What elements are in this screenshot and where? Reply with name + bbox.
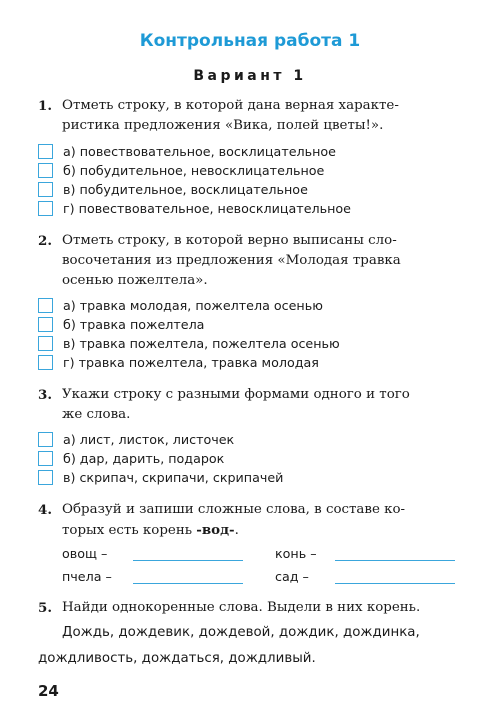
root-highlight: -вод- xyxy=(196,522,235,538)
answer-checkbox[interactable] xyxy=(38,201,53,216)
page-number: 24 xyxy=(38,682,59,700)
option-label: б) травка пожелтела xyxy=(63,317,205,332)
answer-checkbox[interactable] xyxy=(38,163,53,178)
question-number: 5. xyxy=(38,600,52,616)
option-label: а) повествовательное, восклицательное xyxy=(63,144,336,159)
question-text-line: Найди однокоренные слова. Выдели в них корень. xyxy=(62,600,421,615)
question-text-line: ристика предложения «Вика, полей цветы!». xyxy=(62,118,384,133)
question-text-fragment: . xyxy=(234,523,239,538)
compound-word-prompt: конь – xyxy=(275,546,317,561)
question-text-line: Образуй и запиши сложные слова, в составе ко- xyxy=(62,502,406,517)
answer-checkbox[interactable] xyxy=(38,336,53,351)
question-text-line: осенью пожелтела». xyxy=(62,273,208,288)
question-text-fragment: торых есть корень xyxy=(62,523,197,538)
answer-checkbox[interactable] xyxy=(38,144,53,159)
compound-word-prompt: пчела – xyxy=(62,569,112,584)
question-text-line: Укажи строку с разными формами одного и того xyxy=(62,387,410,402)
option-label: б) дар, дарить, подарок xyxy=(63,451,225,466)
question-text xyxy=(62,231,462,291)
option-label: а) травка молодая, пожелтела осенью xyxy=(63,298,323,313)
words-line: Дождь, дождевик, дождевой, дождик, дождинка, xyxy=(62,625,420,640)
page-title: Контрольная работа 1 xyxy=(139,31,361,51)
answer-checkbox[interactable] xyxy=(38,451,53,466)
answer-checkbox[interactable] xyxy=(38,432,53,447)
question-text-line: Отметь строку, в которой дана верная характе- xyxy=(62,98,399,113)
compound-word-prompt: сад – xyxy=(275,569,309,584)
answer-checkbox[interactable] xyxy=(38,298,53,313)
words-line: дождливость, дождаться, дождливый. xyxy=(38,651,316,666)
answer-checkbox[interactable] xyxy=(38,355,53,370)
answer-line[interactable] xyxy=(133,583,243,584)
question-number: 3. xyxy=(38,387,52,403)
option-label: г) травка пожелтела, травка молодая xyxy=(63,355,319,370)
option-label: б) побудительное, невосклицательное xyxy=(63,163,325,178)
answer-line[interactable] xyxy=(335,583,455,584)
option-label: г) повествовательное, невосклицательное xyxy=(63,201,351,216)
answer-checkbox[interactable] xyxy=(38,317,53,332)
question-number: 2. xyxy=(38,233,52,249)
question-text-line: же слова. xyxy=(62,407,131,422)
variant-heading: Вариант 1 xyxy=(193,68,307,84)
question-text xyxy=(62,96,462,136)
question-number: 1. xyxy=(38,98,52,114)
option-label: в) скрипач, скрипачи, скрипачей xyxy=(63,470,284,485)
question-text-line: восочетания из предложения «Молодая травка xyxy=(62,253,401,268)
answer-line[interactable] xyxy=(335,560,455,561)
answer-line[interactable] xyxy=(133,560,243,561)
answer-checkbox[interactable] xyxy=(38,470,53,485)
question-text-line xyxy=(62,520,462,541)
option-label: а) лист, листок, листочек xyxy=(63,432,235,447)
option-label: в) побудительное, восклицательное xyxy=(63,182,308,197)
question-text xyxy=(62,500,462,541)
question-text xyxy=(62,598,462,618)
option-label: в) травка пожелтела, пожелтела осенью xyxy=(63,336,340,351)
question-text xyxy=(62,385,462,425)
question-number: 4. xyxy=(38,502,52,518)
compound-word-prompt: овощ – xyxy=(62,546,108,561)
answer-checkbox[interactable] xyxy=(38,182,53,197)
question-text-line: Отметь строку, в которой верно выписаны сло- xyxy=(62,233,397,248)
